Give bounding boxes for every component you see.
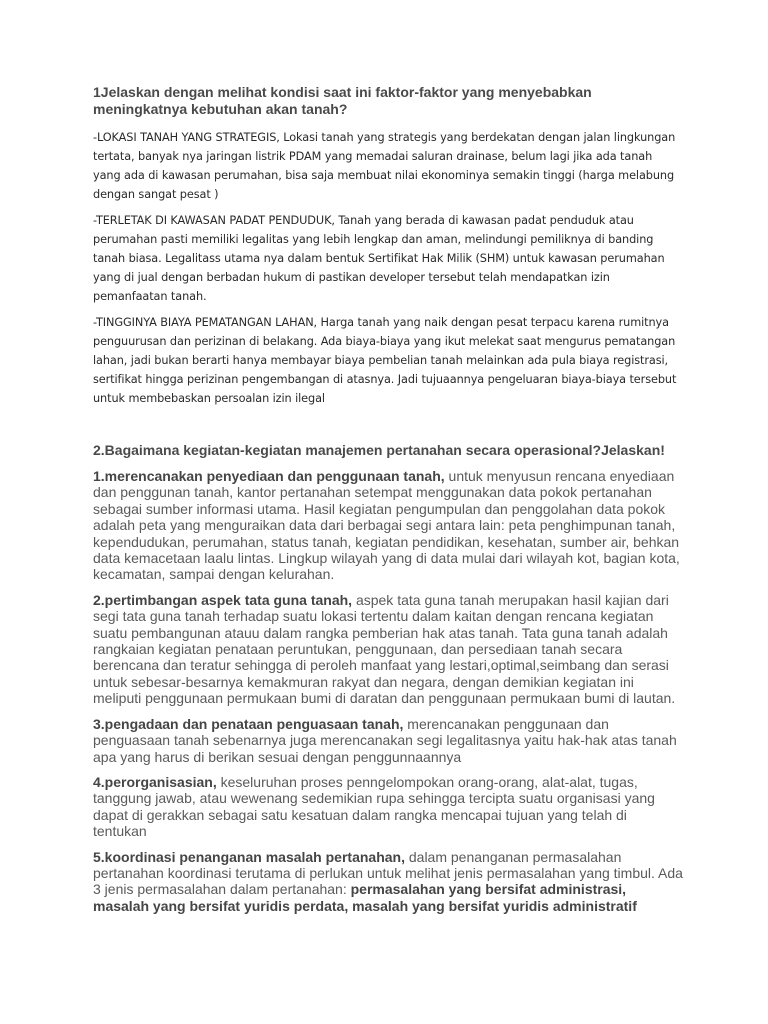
answer-2-item-1 xyxy=(93,468,683,583)
answer-2-item-5 xyxy=(93,849,683,915)
answer-1-paragraph-lokasi: -LOKASI TANAH YANG STRATEGIS, Lokasi tanah yang strategis yang berdekatan dengan jalan lingkungan tertata, banyak nya jaringan listrik PDAM yang memadai saluran drainase, belum lagi jika ada tanah yang ada di kawasan perumahan, bisa saja membuat nilai ekonominya semakin tinggi (harga melabung dengan sangat pesat ) xyxy=(93,131,676,201)
answer-2-item-4 xyxy=(93,774,683,840)
answer-2-item-1-title: 1.merencanakan penyediaan dan penggunaan tanah, xyxy=(93,468,445,484)
answer-1-paragraph-biaya-pematangan: -TINGGINYA BIAYA PEMATANGAN LAHAN, Harga tanah yang naik dengan pesat terpacu karena rumitnya penguurusan dan perizinan di belakang. Ada biaya-biaya yang ikut melekat saat mengurus pematangan lahan, jadi bukan berarti hanya membayar biaya pembelian tanah melainkan ada pula biaya registrasi, sertifikat hingga perizinan pengembangan di atasnya. Jadi tujuaannya pengeluaran biaya-biaya tersebut untuk membebaskan persoalan izin ilegal xyxy=(93,316,677,405)
answer-2-item-2 xyxy=(93,592,683,707)
answer-2-item-4-text: keseluruhan proses penngelompokan orang-orang, alat-alat, tugas, tanggung jawab, atau wewenang sedemikian rupa sehingga tercipta suatu organisasi yang dapat di gerakkan sebagai satu kesatuan dalam rangka mencapai tujuan yang telah di tentukan xyxy=(93,773,655,840)
answer-2-item-5-title: 5.koordinasi penanganan masalah pertanahan, xyxy=(93,848,405,865)
answer-2-item-1-text: untuk menyusun rencana enyediaan dan penggunan tanah, kantor pertanahan setempat menggunakan data pokok pertanahan sebagai sumber informasi utama. Hasil kegiatan pengumpulan dan penggolahan data pokok adalah peta yang menguraikan data dari berbagai segi antara lain: peta penghimpunan tanah, kependudukan, perumahan, status tanah, kegiatan pendidikan, kesehatan, sumber air, behkan data kemacetaan laalu lintas. Lingkup wilayah yang di data mulai dari wilayah kot, bagian kota, kecamatan, sampai dengan kelurahan. xyxy=(93,468,680,583)
answer-2-item-2-text: aspek tata guna tanah merupakan hasil kajian dari segi tata guna tanah terhadap suatu lokasi tertentu dalam kaitan dengan rencana kegiatan suatu pembangunan atauu dalam rangka pemberian hak atas tanah. Tata guna tanah adalah rangkaian kegiatan penataan peruntukan, penggunaan, dan persediaan tanah secara berencana dan teratur sehingga di peroleh manfaat yang lestari,optimal,seimbang dan serasi untuk sebesar-besarnya kemakmuran rakyat dan negara, dengan demikian kegiatan ini meliputi penggunaan permukaan bumi di daratan dan penggunaan permukaan bumi di lautan. xyxy=(93,591,676,707)
answer-2-item-3-title: 3.pengadaan dan penataan penguasaan tanah, xyxy=(93,715,404,732)
answer-2-item-2-title: 2.pertimbangan aspek tata guna tanah, xyxy=(93,591,353,608)
answer-2-item-3-text: merencanakan penggunaan dan penguasaan tanah sebenarnya juga merencanakan segi legalitasnya yaitu hak-hak atas tanah apa yang harus di berikan sesuai dengan penggunnaannya xyxy=(93,715,677,765)
question-1-heading: 1Jelaskan dengan melihat kondisi saat ini faktor-faktor yang menyebabkan meningkatnya kebutuhan akan tanah? xyxy=(93,84,592,117)
answer-2-item-3 xyxy=(93,716,683,765)
answer-2-item-5-text: dalam penanganan permasalahan pertanahan koordinasi terutama di perlukan untuk melihat jenis permasalahan yang timbul. Ada 3 jenis permasalahan dalam pertanahan: xyxy=(93,848,683,898)
question-2-heading: 2.Bagaimana kegiatan-kegiatan manajemen pertanahan secara operasional?Jelaskan! xyxy=(93,442,665,458)
answer-2-item-4-title: 4.perorganisasian, xyxy=(93,773,217,790)
answer-2-item-5-bold-tail: permasalahan yang bersifat administrasi, masalah yang bersifat yuridis perdata, masalah yang bersifat yuridis administratif xyxy=(93,881,637,914)
answer-1-paragraph-padat-penduduk: -TERLETAK DI KAWASAN PADAT PENDUDUK, Tanah yang berada di kawasan padat penduduk atau perumahan pasti memiliki legalitas yang lebih lengkap dan aman, melindungi pemiliknya di banding tanah biasa. Legalitass utama nya dalam bentuk Sertifikat Hak Milik (SHM) untuk kawasan perumahan yang di jual dengan berbadan hukum di pastikan developer tersebut telah mendapatkan izin pemanfaatan tanah. xyxy=(93,214,665,303)
document-page xyxy=(93,84,683,923)
